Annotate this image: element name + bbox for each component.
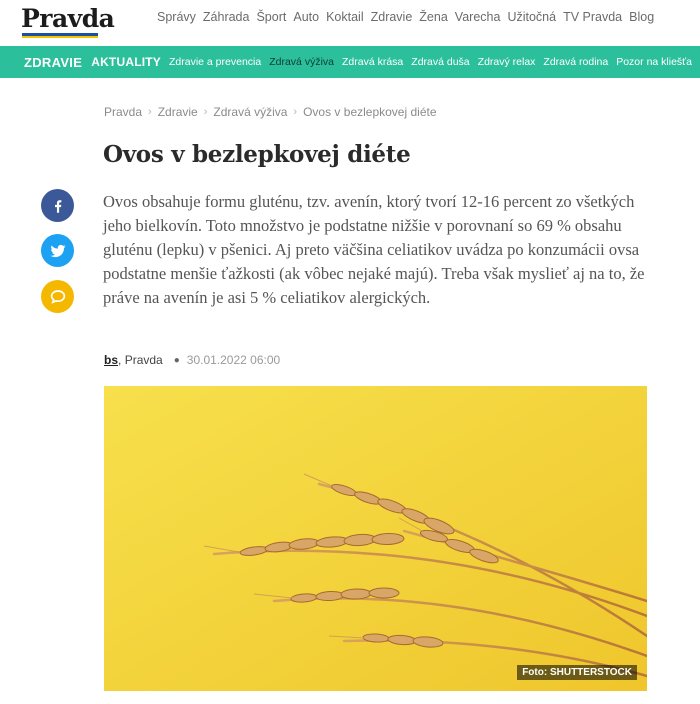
- twitter-icon: [49, 242, 67, 260]
- breadcrumb-zdrava-vyziva[interactable]: Zdravá výživa: [213, 105, 288, 119]
- section-title[interactable]: ZDRAVIE: [24, 54, 83, 70]
- breadcrumb-chevron-icon: ›: [293, 106, 298, 118]
- nav-zdravie[interactable]: Zdravie: [370, 10, 413, 24]
- facebook-share-button[interactable]: [41, 189, 74, 222]
- breadcrumb-pravda[interactable]: Pravda: [104, 105, 143, 119]
- nav-blog[interactable]: Blog: [629, 10, 655, 24]
- breadcrumb-chevron-icon: ›: [203, 106, 208, 118]
- article-date: 30.01.2022 06:00: [186, 353, 281, 367]
- nav-koktail[interactable]: Koktail: [326, 10, 364, 24]
- secnav-zdravy-relax[interactable]: Zdravý relax: [477, 56, 536, 68]
- nav-auto[interactable]: Auto: [293, 10, 320, 24]
- comments-button[interactable]: [41, 280, 74, 313]
- nav-spravy[interactable]: Správy: [157, 10, 196, 24]
- breadcrumb-current: Ovos v bezlepkovej diéte: [303, 105, 437, 119]
- meta-dot: ●: [173, 354, 180, 366]
- section-bar: [0, 46, 700, 78]
- secnav-zdrava-krasa[interactable]: Zdravá krása: [342, 56, 404, 68]
- wheat-illustration: [104, 386, 647, 691]
- comment-icon: [49, 288, 67, 306]
- pravda-logo[interactable]: Pravda: [21, 4, 115, 33]
- secnav-zdrava-vyziva[interactable]: Zdravá výživa: [269, 56, 334, 68]
- article-title: Ovos v bezlepkovej diéte: [103, 141, 411, 168]
- nav-tv-pravda[interactable]: TV Pravda: [563, 10, 623, 24]
- author-link[interactable]: bs: [104, 353, 119, 367]
- breadcrumb-zdravie[interactable]: Zdravie: [157, 105, 198, 119]
- article-source: Pravda: [124, 353, 163, 367]
- article-meta: [104, 353, 280, 367]
- breadcrumb: [104, 105, 437, 119]
- nav-zahrada[interactable]: Záhrada: [202, 10, 250, 24]
- section-nav: [169, 56, 700, 68]
- secnav-zdrava-dusa[interactable]: Zdravá duša: [411, 56, 470, 68]
- twitter-share-button[interactable]: [41, 234, 74, 267]
- nav-zena[interactable]: Žena: [419, 10, 448, 24]
- secnav-zdrava-rodina[interactable]: Zdravá rodina: [543, 56, 609, 68]
- photo-credit: Foto: SHUTTERSTOCK: [517, 665, 637, 680]
- secnav-zdravie-a-prevencia[interactable]: Zdravie a prevencia: [169, 56, 262, 68]
- main-nav: [157, 10, 661, 24]
- author-separator: ,: [118, 353, 125, 367]
- nav-sport[interactable]: Šport: [256, 10, 287, 24]
- secnav-pozor-na-kliesta[interactable]: Pozor na kliešťa: [616, 56, 692, 68]
- article-photo[interactable]: [104, 386, 647, 691]
- nav-uzitocna[interactable]: Užitočná: [507, 10, 557, 24]
- section-aktuality[interactable]: AKTUALITY: [91, 55, 161, 69]
- top-header: [0, 0, 700, 46]
- nav-varecha[interactable]: Varecha: [454, 10, 501, 24]
- breadcrumb-chevron-icon: ›: [148, 106, 152, 118]
- facebook-icon: [49, 197, 67, 215]
- article-perex: Ovos obsahuje formu gluténu, tzv. avenín, ktorý tvorí 12-16 percent zo všetkých jeho bielkovín. Toto množstvo je podstatne nižšie v porovnaní so 69 % obsahu gluténu (lepku) v pšenici. Aj preto väčšina celiatikov uvádza po konzumácii ovsa podstatne menšie ťažkosti (ak vôbec nejaké majú). Treba však myslieť aj na to, že práve na avenín je asi 5 % celiatikov alergických.: [103, 192, 645, 307]
- logo-flag-underline: [22, 33, 98, 36]
